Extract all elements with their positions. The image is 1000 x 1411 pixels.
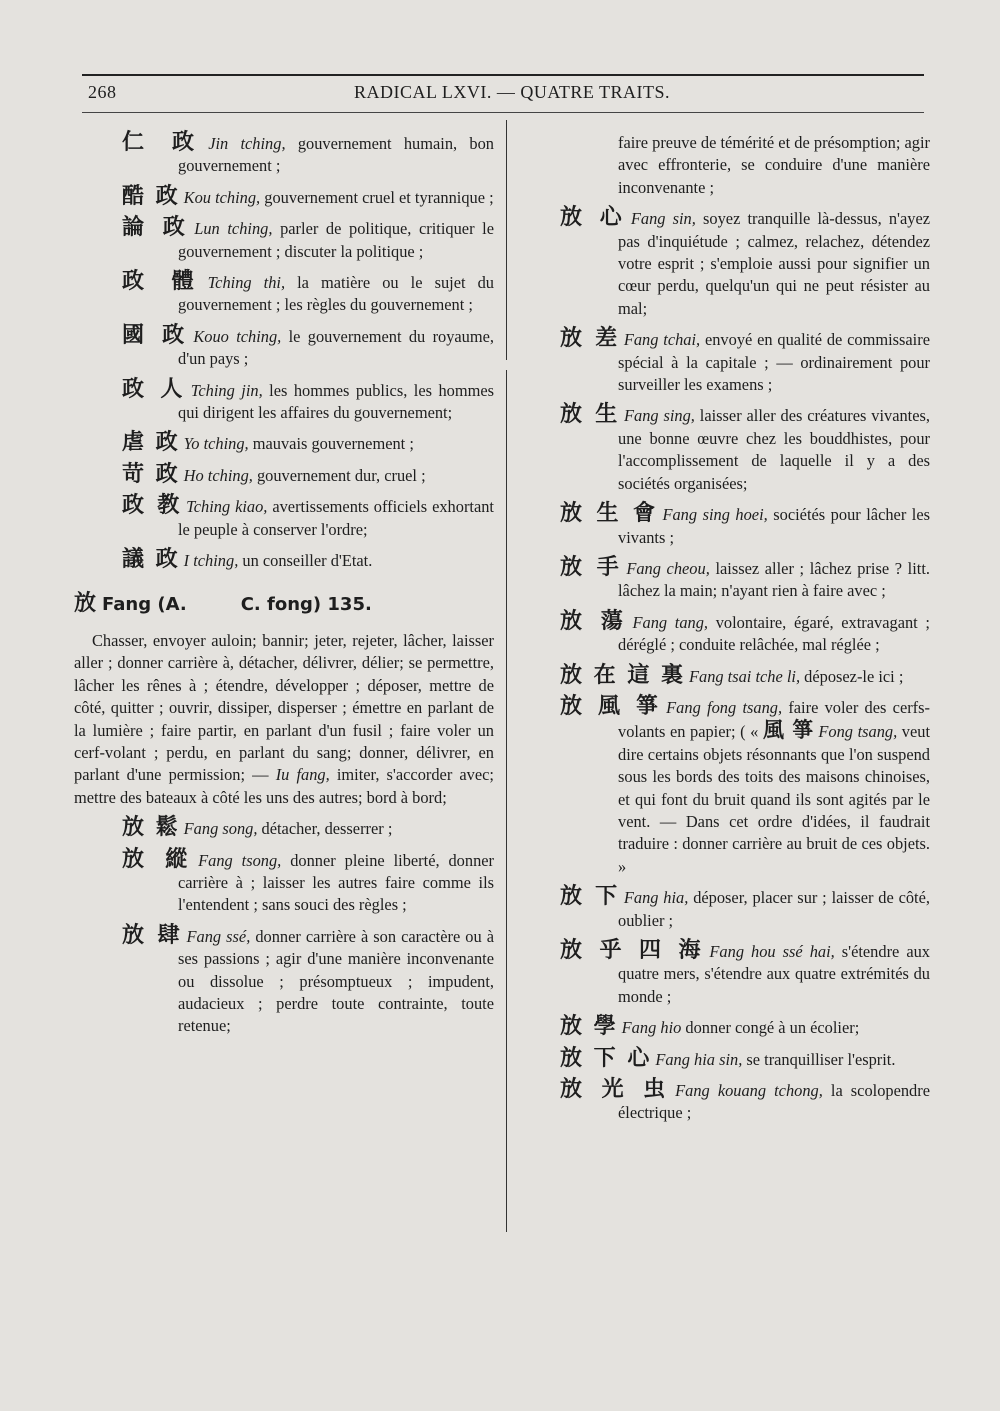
entry-characters: 苛 政	[122, 461, 180, 487]
dictionary-entry	[560, 1079, 930, 1125]
definition-text-tail: imiter, s'accorder avec; mettre des bateaux à côté les uns des autres; bord à bord;	[74, 765, 494, 807]
entry-characters: 國 政	[122, 322, 190, 348]
entry-characters: 放 蕩	[560, 608, 629, 634]
entry-definition: volontaire, égaré, extravagant ; déréglé ; conduite relâchée, mal réglée ;	[618, 612, 930, 655]
section-character: 放	[74, 590, 99, 616]
entry-characters: 政 體	[122, 269, 204, 295]
entry-characters: 酷 政	[122, 183, 180, 209]
entry-definition: donner congé à un écolier;	[681, 1018, 860, 1038]
dictionary-entry	[560, 886, 930, 932]
entry-definition: laissez aller ; lâchez prise ? litt. lâchez la main; n'ayant rien à faire avec ;	[618, 558, 930, 601]
entry-romanization: Fang kouang tchong,	[675, 1081, 823, 1101]
dictionary-entry	[122, 322, 495, 371]
entry-romanization: Tching kiao,	[186, 497, 268, 517]
dictionary-entry	[560, 1016, 930, 1039]
entry-definition: mauvais gouvernement ;	[248, 434, 414, 454]
entry-definition: donner carrière à son caractère ou à ses passions ; agir d'une manière inconvenante ou dissolue ; présomptueux ; impudent, audacieux ; perdre toute contrainte, toute retenue;	[178, 926, 494, 1036]
entry-characters: 放 學	[560, 1014, 618, 1040]
entry-romanization: Kouo tching,	[193, 326, 282, 346]
entry-romanization: Fang tsong,	[198, 850, 282, 870]
entry-characters: 放 差	[560, 326, 620, 352]
entry-list	[122, 132, 494, 573]
entry-definition: les hommes publics, les hommes qui dirigent les affaires du gouvernement;	[178, 380, 494, 423]
entry-definition: la matière ou le sujet du gouvernement ; les règles du gouvernement ;	[178, 273, 494, 315]
entry-romanization: Ho tching,	[183, 465, 253, 485]
entry-definition: déposez-le ici ;	[800, 666, 904, 686]
dictionary-entry	[122, 549, 494, 572]
entry-definition: la scolopendre électrique ;	[618, 1081, 930, 1123]
entry-characters: 放 在 這 裏	[560, 662, 685, 688]
dictionary-entry	[560, 608, 930, 657]
entry-romanization: Kou tching,	[183, 187, 261, 207]
entry-romanization: Jin tching,	[208, 134, 286, 153]
entry-romanization: Fang hia,	[623, 888, 689, 908]
definition-romanization: Iu fang,	[275, 765, 330, 785]
definition-text: Chasser, envoyer auloin; bannir; jeter, rejeter, lâcher, laisser aller ; donner carrière à, détacher, délivrer, délier; se permettre, lâcher les rênes à ; étendre, développer ; déposer, mettre de côté, quitter ; ouvrir, dissiper, disperser ; émettre en parlant de la lumière ; faire partir, en parlant d'un fusil ; faire voler un cerf-volant ; perdu, en parlant du sang; donner, délivrer, en parlant d'une permission; —	[74, 630, 494, 785]
dictionary-entry	[560, 554, 930, 603]
entry-romanization: Fang hio	[621, 1018, 682, 1038]
entry-characters: 放 光 虫	[560, 1077, 672, 1103]
entry-inline-characters: 風 箏	[762, 718, 814, 743]
entry-romanization: Fang tsai tche li,	[688, 666, 801, 686]
dictionary-entry	[560, 662, 930, 688]
entry-romanization: Fang sing,	[624, 406, 695, 426]
entry-characters: 放 肆	[122, 922, 183, 948]
dictionary-entry	[122, 271, 494, 317]
entry-characters: 虐 政	[122, 430, 180, 456]
dictionary-entry	[560, 940, 930, 1008]
header-rule	[82, 112, 924, 113]
entry-romanization: Fang ssé,	[186, 926, 251, 946]
entry-definition: soyez tranquille là-dessus, n'ayez pas d'inquiétude ; calmez, relachez, détendez votre esprit ; s'emploie aussi pour signifier un cœur perdu, quelqu'un qui ne peut résister au mal;	[618, 209, 930, 318]
entry-characters: 政 教	[122, 493, 183, 519]
entry-characters: 仁 政	[122, 130, 205, 155]
left-column	[74, 130, 495, 1046]
dictionary-entry	[122, 183, 494, 209]
dictionary-entry	[122, 495, 494, 541]
entry-romanization: I tching,	[183, 551, 239, 571]
definition-paragraph	[74, 630, 494, 809]
entry-romanization: Fang cheou,	[626, 558, 710, 578]
entry-romanization: Fang sing hoei,	[662, 505, 768, 525]
dictionary-entry	[122, 132, 494, 178]
dictionary-entry	[122, 461, 494, 487]
entry-romanization: Tching thi,	[207, 273, 286, 293]
dictionary-entry	[122, 376, 494, 425]
entry-characters: 放 風 箏	[560, 693, 663, 719]
entry-characters: 放 鬆	[122, 815, 180, 841]
entry-romanization: Fang tang,	[632, 612, 709, 632]
entry-definition: gouvernement dur, cruel ;	[252, 465, 426, 485]
entry-inline-romanization: Fong tsang,	[818, 722, 898, 742]
entry-romanization: Fang song,	[183, 819, 258, 839]
entry-definition: le gouvernement du royaume, d'un pays ;	[178, 326, 495, 369]
entry-romanization: Yo tching,	[183, 434, 249, 454]
entry-characters: 政 人	[122, 376, 187, 402]
entry-definition: laisser aller des créatures vivantes, une bonne œuvre chez les bouddhistes, pour l'accomplissement de laquelle il y a des sociétés organisées;	[618, 406, 930, 493]
dictionary-entry	[122, 432, 494, 455]
column-divider	[506, 120, 507, 360]
dictionary-entry	[560, 503, 930, 549]
continued-entry-text: faire preuve de témérité et de présomption; agir avec effronterie, se conduire d'une manière inconvenante ;	[618, 133, 930, 197]
entry-definition: sociétés pour lâcher les vivants ;	[618, 505, 931, 547]
entry-list	[560, 207, 930, 1125]
dictionary-entry	[560, 1045, 930, 1071]
entry-inline-definition: veut dire certains objets résonnants que l'on suspend sous les bords des toits des maisons chinoises, et qui font du bruit quand ils sont agités par le vent. — Dans cet ordre d'idées, il faudrait traduire : donner carrière au bruit de ces objets. »	[618, 722, 931, 876]
page-header	[82, 82, 924, 106]
entry-definition: déposer, placer sur ; laisser de côté, oublier ;	[618, 888, 930, 930]
right-column	[560, 132, 930, 1133]
section-pronunciation-c: C. fong) 135.	[240, 593, 372, 615]
dictionary-entry	[560, 328, 930, 396]
entry-characters: 議 政	[122, 547, 180, 573]
entry-definition: s'étendre aux quatre mers, s'étendre aux quatre extrémités du monde ;	[618, 942, 930, 1006]
entry-characters: 放 下	[560, 884, 620, 910]
entry-definition: détacher, desserrer ;	[257, 819, 393, 839]
entry-romanization: Fang hia sin,	[655, 1049, 743, 1069]
entry-characters: 放 生 會	[560, 501, 659, 527]
entry-definition: avertissements officiels exhortant le peuple à conserver l'ordre;	[178, 497, 494, 539]
entry-definition: gouvernement humain, bon gouvernement ;	[178, 134, 494, 176]
entry-definition: donner pleine liberté, donner carrière à ; laisser les autres faire comme ils l'entendent ; sans souci des règles ;	[178, 850, 495, 915]
dictionary-entry	[122, 846, 495, 917]
dictionary-entry	[122, 817, 494, 840]
dictionary-entry	[122, 922, 494, 1038]
top-rule	[82, 74, 924, 76]
running-head: RADICAL LXVI. — QUATRE TRAITS.	[354, 82, 670, 102]
entry-definition: envoyé en qualité de commissaire spécial à la capitale ; — ordinairement pour surveiller les examens ;	[618, 330, 930, 395]
entry-definition: se tranquilliser l'esprit.	[742, 1049, 896, 1069]
dictionary-entry	[560, 207, 930, 320]
entry-romanization: Fang sin,	[630, 209, 696, 229]
entry-characters: 放 下 心	[560, 1045, 652, 1071]
entry-characters: 放 手	[560, 554, 623, 580]
entry-characters: 放 心	[560, 205, 627, 231]
entry-characters: 放 縱	[122, 846, 195, 872]
dictionary-entry	[560, 693, 931, 878]
page-number: 268	[88, 82, 117, 102]
entry-definition: un conseiller d'Etat.	[238, 551, 373, 571]
entry-characters: 論 政	[122, 215, 191, 241]
dictionary-entry	[560, 404, 930, 495]
column-divider	[506, 370, 507, 1232]
entry-list	[122, 817, 494, 1038]
entry-romanization: Lun tching,	[194, 219, 273, 239]
entry-characters: 放 乎 四 海	[560, 938, 706, 963]
entry-romanization: Fang hou ssé hai,	[709, 942, 835, 961]
entry-romanization: Tching jin,	[190, 380, 263, 400]
entry-characters: 放 生	[560, 402, 620, 428]
dictionary-entry	[122, 217, 494, 263]
section-pronunciation-a: Fang (A.	[102, 593, 187, 615]
entry-romanization: Fang tchai,	[623, 330, 701, 350]
entry-definition: faire voler des cerfs-volants en papier; ( «	[618, 697, 930, 742]
entry-romanization: Fang fong tsang,	[666, 697, 783, 717]
section-heading	[74, 590, 494, 616]
entry-definition: parler de politique, critiquer le gouvernement ; discuter la politique ;	[178, 219, 494, 261]
entry-definition: gouvernement cruel et tyrannique ;	[260, 187, 494, 207]
